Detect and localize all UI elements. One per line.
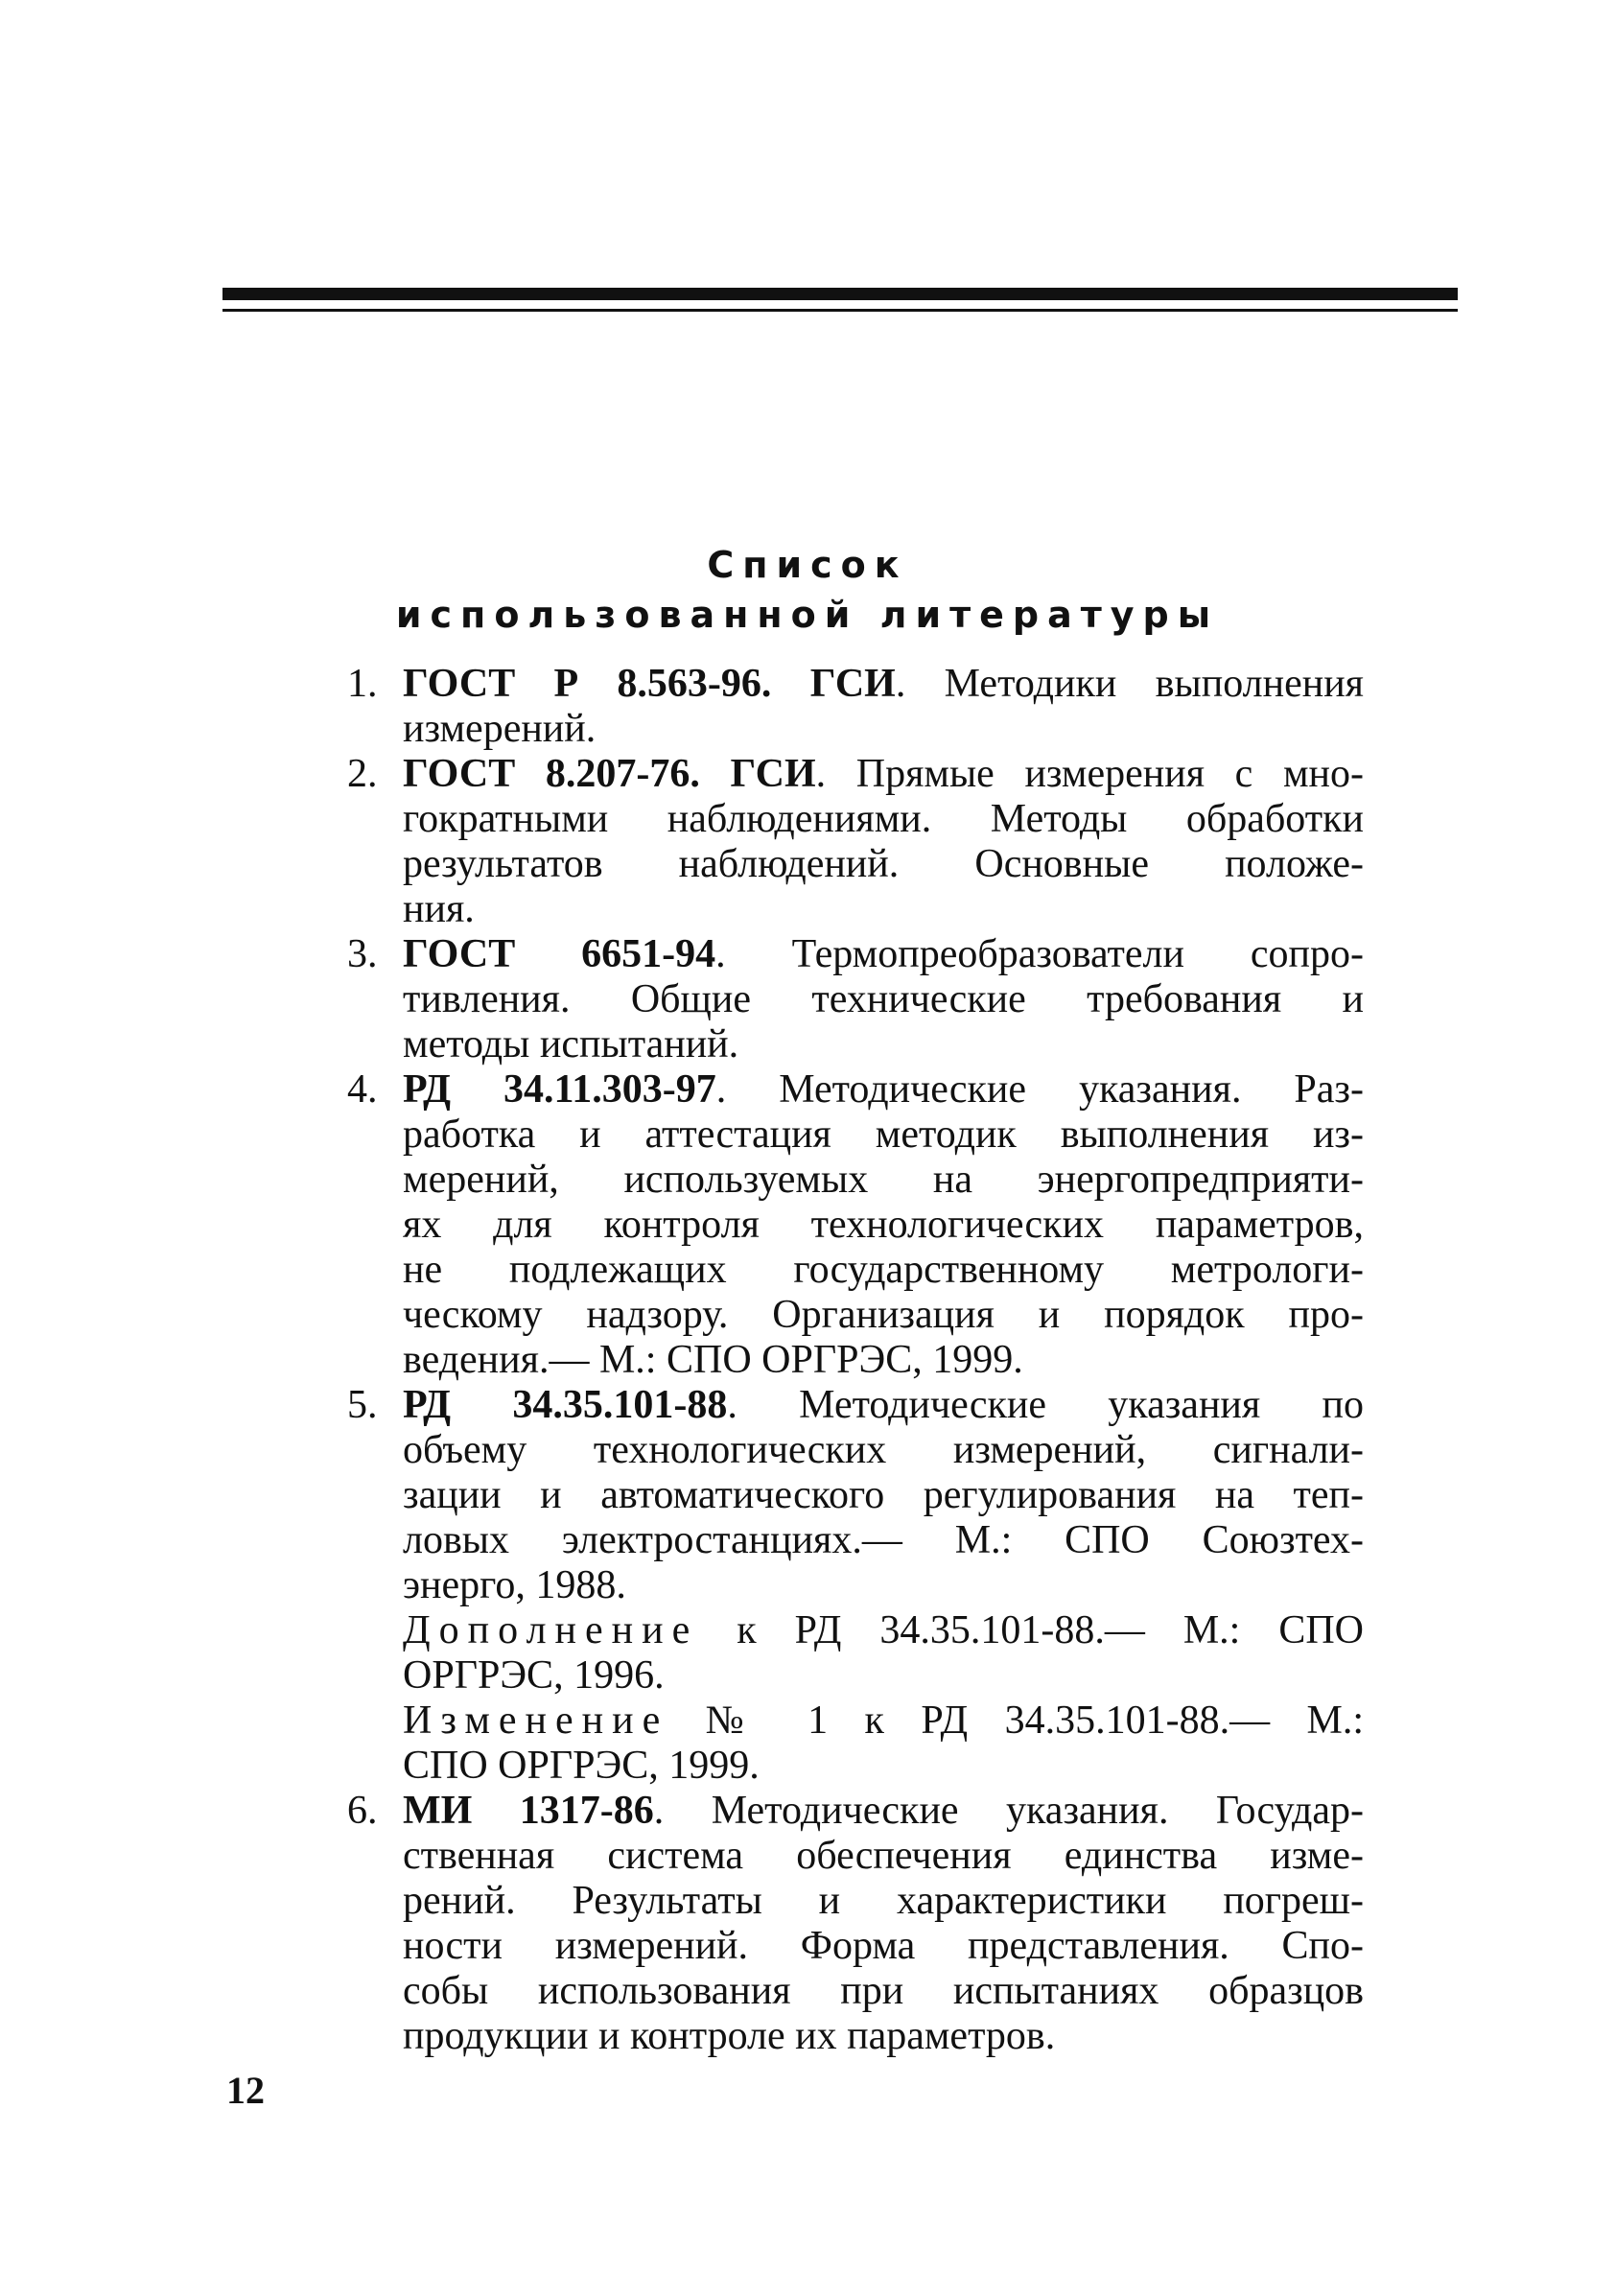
entry-line: [403, 662, 1364, 707]
entry-text: . Методические указания по: [727, 1383, 1364, 1427]
entry-line: [403, 2014, 1364, 2059]
bibliography-entry: [347, 932, 1364, 1067]
entry-text: результатов наблюдений. Основные положе-: [403, 842, 1364, 886]
entry-line: [403, 1653, 1364, 1699]
bibliography-list: [347, 662, 1364, 2059]
entry-line: [403, 1338, 1364, 1383]
entry-line: [403, 1518, 1364, 1563]
entry-number: 2.: [347, 752, 378, 796]
entry-text: не подлежащих государственному метрологи-: [403, 1248, 1364, 1292]
entry-designation: РД 34.35.101-88: [403, 1383, 728, 1427]
entry-line: [403, 887, 1364, 932]
entry-text: . Методики выполнения: [895, 662, 1364, 706]
entry-text: энерго, 1988.: [403, 1563, 626, 1607]
entry-text: зации и автоматического регулирования на теп-: [403, 1473, 1364, 1517]
bibliography-entry: [347, 752, 1364, 932]
entry-line: [403, 1789, 1364, 1834]
entry-line: [403, 1203, 1364, 1248]
entry-number: 6.: [347, 1789, 378, 1833]
entry-text: ческому надзору. Организация и порядок про-: [403, 1293, 1364, 1337]
top-rule-thick: [222, 288, 1458, 300]
entry-line: [403, 1563, 1364, 1608]
entry-text: к РД 34.35.101-88.— М.: СПО: [698, 1608, 1364, 1652]
entry-text: ственная система обеспечения единства изме-: [403, 1834, 1364, 1878]
entry-line: [403, 932, 1364, 977]
entry-spaced-word: Изменение: [403, 1699, 669, 1743]
entry-text: гократными наблюдениями. Методы обработки: [403, 797, 1364, 841]
entry-text: методы испытаний.: [403, 1022, 739, 1066]
entry-text: СПО ОРГРЭС, 1999.: [403, 1744, 760, 1788]
entry-text: работка и аттестация методик выполнения из-: [403, 1113, 1364, 1157]
entry-text: продукции и контроле их параметров.: [403, 2014, 1056, 2058]
entry-line: [403, 1608, 1364, 1653]
entry-text: ях для контроля технологических параметров,: [403, 1203, 1364, 1247]
entry-designation: ГОСТ Р 8.563-96. ГСИ: [403, 662, 896, 706]
entry-text: рений. Результаты и характеристики погреш-: [403, 1879, 1364, 1923]
entry-line: [403, 1924, 1364, 1969]
entry-number: 3.: [347, 932, 378, 976]
entry-line: [403, 1248, 1364, 1293]
entry-line: [403, 977, 1364, 1022]
entry-designation: ГОСТ 8.207-76. ГСИ: [403, 752, 816, 796]
bibliography-entry: [347, 1383, 1364, 1789]
entry-spaced-word: Дополнение: [403, 1608, 699, 1652]
entry-designation: ГОСТ 6651-94: [403, 932, 716, 976]
entry-text: ности измерений. Форма представления. Спо-: [403, 1924, 1364, 1968]
entry-text: ОРГРЭС, 1996.: [403, 1653, 665, 1698]
entry-line: [403, 842, 1364, 887]
entry-text: измерений.: [403, 707, 597, 751]
entry-designation: МИ 1317-86: [403, 1789, 654, 1833]
entry-line: [403, 1383, 1364, 1428]
entry-line: [403, 1744, 1364, 1789]
entry-text: мерений, используемых на энергопредприяти-: [403, 1158, 1364, 1202]
entry-line: [403, 707, 1364, 752]
entry-line: [403, 1969, 1364, 2014]
entry-line: [403, 1428, 1364, 1473]
page-number: 12: [226, 2069, 265, 2112]
bibliography-entry: [347, 1789, 1364, 2059]
entry-number: 5.: [347, 1383, 378, 1427]
entry-line: [403, 1879, 1364, 1924]
entry-text: . Прямые измерения с мно-: [815, 752, 1364, 796]
bibliography-entry: [347, 662, 1364, 752]
top-rule-thin: [222, 309, 1458, 312]
entry-text: тивления. Общие технические требования и: [403, 977, 1364, 1021]
entry-line: [403, 1293, 1364, 1338]
entry-text: ведения.— М.: СПО ОРГРЭС, 1999.: [403, 1338, 1023, 1382]
entry-text: . Термопреобразователи сопро-: [715, 932, 1364, 976]
entry-text: № 1 к РД 34.35.101-88.— М.:: [668, 1699, 1364, 1743]
entry-line: [403, 1699, 1364, 1744]
bibliography-entry: [347, 1067, 1364, 1383]
entry-line: [403, 752, 1364, 797]
entry-line: [403, 1113, 1364, 1158]
entry-text: собы использования при испытаниях образцов: [403, 1969, 1364, 2013]
entry-designation: РД 34.11.303-97: [403, 1067, 716, 1112]
entry-line: [403, 1473, 1364, 1518]
entry-line: [403, 797, 1364, 842]
entry-text: . Методические указания. Государ-: [653, 1789, 1364, 1833]
entry-text: объему технологических измерений, сигнали-: [403, 1428, 1364, 1472]
entry-line: [403, 1834, 1364, 1879]
entry-text: . Методические указания. Раз-: [715, 1067, 1364, 1112]
entry-text: ловых электростанциях.— М.: СПО Союзтех-: [403, 1518, 1364, 1562]
entry-line: [403, 1067, 1364, 1113]
heading-line-2: использованной литературы: [395, 594, 1220, 636]
entry-line: [403, 1158, 1364, 1203]
heading-line-1: Список: [707, 544, 908, 586]
entry-number: 1.: [347, 662, 378, 706]
entry-line: [403, 1022, 1364, 1067]
entry-text: ния.: [403, 887, 475, 931]
entry-number: 4.: [347, 1067, 378, 1112]
